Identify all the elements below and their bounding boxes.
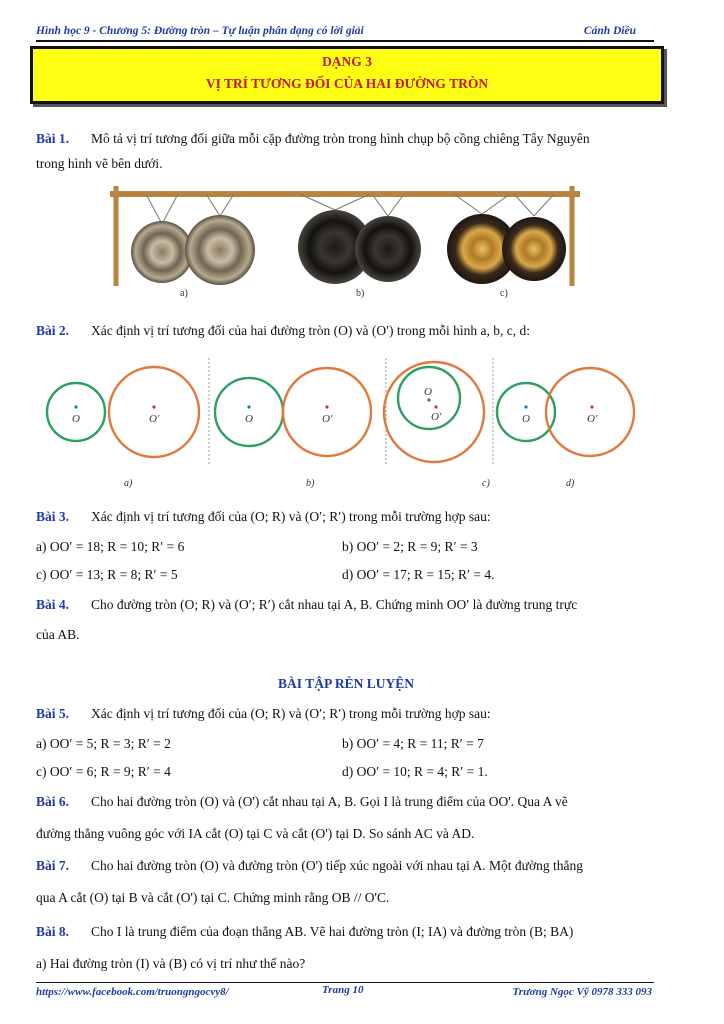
svg-text:O: O [522,413,530,425]
problem-label: Bài 1. [36,131,70,146]
circle-c-small [398,367,460,429]
problem-text: Cho hai đường tròn (O) và đường tròn (O') tiếp xúc ngoài với nhau tại A. Một đường thẳng [91,858,583,873]
problem-text: Cho đường tròn (O; R) và (O′; R′) cắt nhau tại A, B. Chứng minh OO′ là đường trung trực [91,597,578,612]
problem-5-a: a) OO′ = 5; R = 3; R′ = 2 [36,736,171,751]
problem-5-b: b) OO′ = 4; R = 11; R′ = 7 [342,736,484,751]
svg-text:O: O [424,386,432,398]
circle-a-large [109,367,199,457]
problem-label: Bài 7. [36,858,70,873]
svg-text:O': O' [431,411,442,423]
problem-1-cont: trong hình vẽ bên dưới. [36,156,163,171]
problem-text: Xác định vị trí tương đối của hai đường tròn (O) và (O′) trong mỗi hình a, b, c, d: [91,323,531,338]
svg-text:O': O' [322,413,333,425]
gong-a2 [185,215,255,285]
gong-label-a: a) [180,288,188,299]
problem-text: Xác định vị trí tương đối của (O; R) và (O′; R′) trong mỗi trường hợp sau: [91,706,491,721]
problem-5-c: c) OO′ = 6; R = 9; R′ = 4 [36,764,171,779]
problem-7-cont: qua A cắt (O) tại B và cắt (O') tại C. Chứng minh rằng OB // O'C. [36,890,390,905]
problem-label: Bài 2. [36,323,70,338]
section-title: BÀI TẬP RÈN LUYỆN [278,676,414,691]
problem-label: Bài 4. [36,597,70,612]
page-footer [36,982,654,998]
circle-d-large [546,368,634,456]
circles-label-c: c) [482,478,490,489]
problem-3-b: b) OO′ = 2; R = 9; R′ = 3 [342,539,478,554]
gong-figure [110,186,580,306]
circles-label-d: d) [566,478,575,489]
section-banner [30,46,664,104]
problem-text: Xác định vị trí tương đối của (O; R) và (O′; R′) trong mỗi trường hợp sau: [91,509,491,524]
problem-3-c: c) OO′ = 13; R = 8; R′ = 5 [36,567,178,582]
problem-3 [36,508,656,526]
problem-3-a: a) OO′ = 18; R = 10; R′ = 6 [36,539,185,554]
circle-b-small [215,378,283,446]
problem-3-d: d) OO′ = 17; R = 15; R′ = 4. [342,567,495,582]
header-left: Hình học 9 - Chương 5: Đường tròn – Tự luận phân dạng có lời giải [36,25,364,37]
problem-6 [36,793,656,811]
problem-text: Cho I là trung điểm của đoạn thẳng AB. Vẽ hai đường tròn (I; IA) và đường tròn (B; BA) [91,924,574,939]
gong-c2 [502,217,566,281]
problem-2 [36,322,656,340]
problem-4 [36,596,656,614]
problem-label: Bài 8. [36,924,70,939]
circles-label-a: a) [124,478,133,489]
problem-5-d: d) OO′ = 10; R = 4; R′ = 1. [342,764,488,779]
svg-text:O': O' [587,413,598,425]
banner-title: DẠNG 3 [322,54,372,69]
circles-label-b: b) [306,478,315,489]
problem-5 [36,705,656,723]
circles-figure [36,350,656,490]
footer-author: Trương Ngọc Vỹ 0978 333 093 [512,986,652,998]
gong-a1 [131,221,193,283]
page-header [36,22,654,42]
header-right: Cánh Diều [583,25,636,37]
footer-link[interactable]: https://www.facebook.com/truongngocvy8/ [36,986,229,998]
circle-b-large [283,368,371,456]
problem-8 [36,923,656,941]
problem-4-cont: của AB. [36,627,80,642]
circle-a-small [47,383,105,441]
svg-text:O: O [72,413,80,425]
problem-label: Bài 3. [36,509,70,524]
problem-8-a: a) Hai đường tròn (I) và (B) có vị trí như thế nào? [36,956,306,971]
page-number: Trang 10 [322,984,364,996]
problem-6-cont: đường thẳng vuông góc với IA cắt (O) tại C và cắt (O') tại D. So sánh AC và AD. [36,826,475,841]
problem-1 [36,130,656,148]
problem-text: Mô tả vị trí tương đối giữa mỗi cặp đường tròn trong hình chụp bộ cồng chiêng Tây Nguyên [91,131,590,146]
gong-label-b: b) [356,288,365,299]
svg-text:O': O' [149,413,160,425]
gong-label-c: c) [500,288,508,299]
problem-label: Bài 5. [36,706,70,721]
problem-label: Bài 6. [36,794,70,809]
problem-text: Cho hai đường tròn (O) và (O') cắt nhau tại A, B. Gọi I là trung điểm của OO'. Qua A vẽ [91,794,568,809]
gong-b2 [355,216,421,282]
svg-text:O: O [245,413,253,425]
banner-subtitle: VỊ TRÍ TƯƠNG ĐỐI CỦA HAI ĐƯỜNG TRÒN [205,76,489,91]
problem-7 [36,857,656,875]
